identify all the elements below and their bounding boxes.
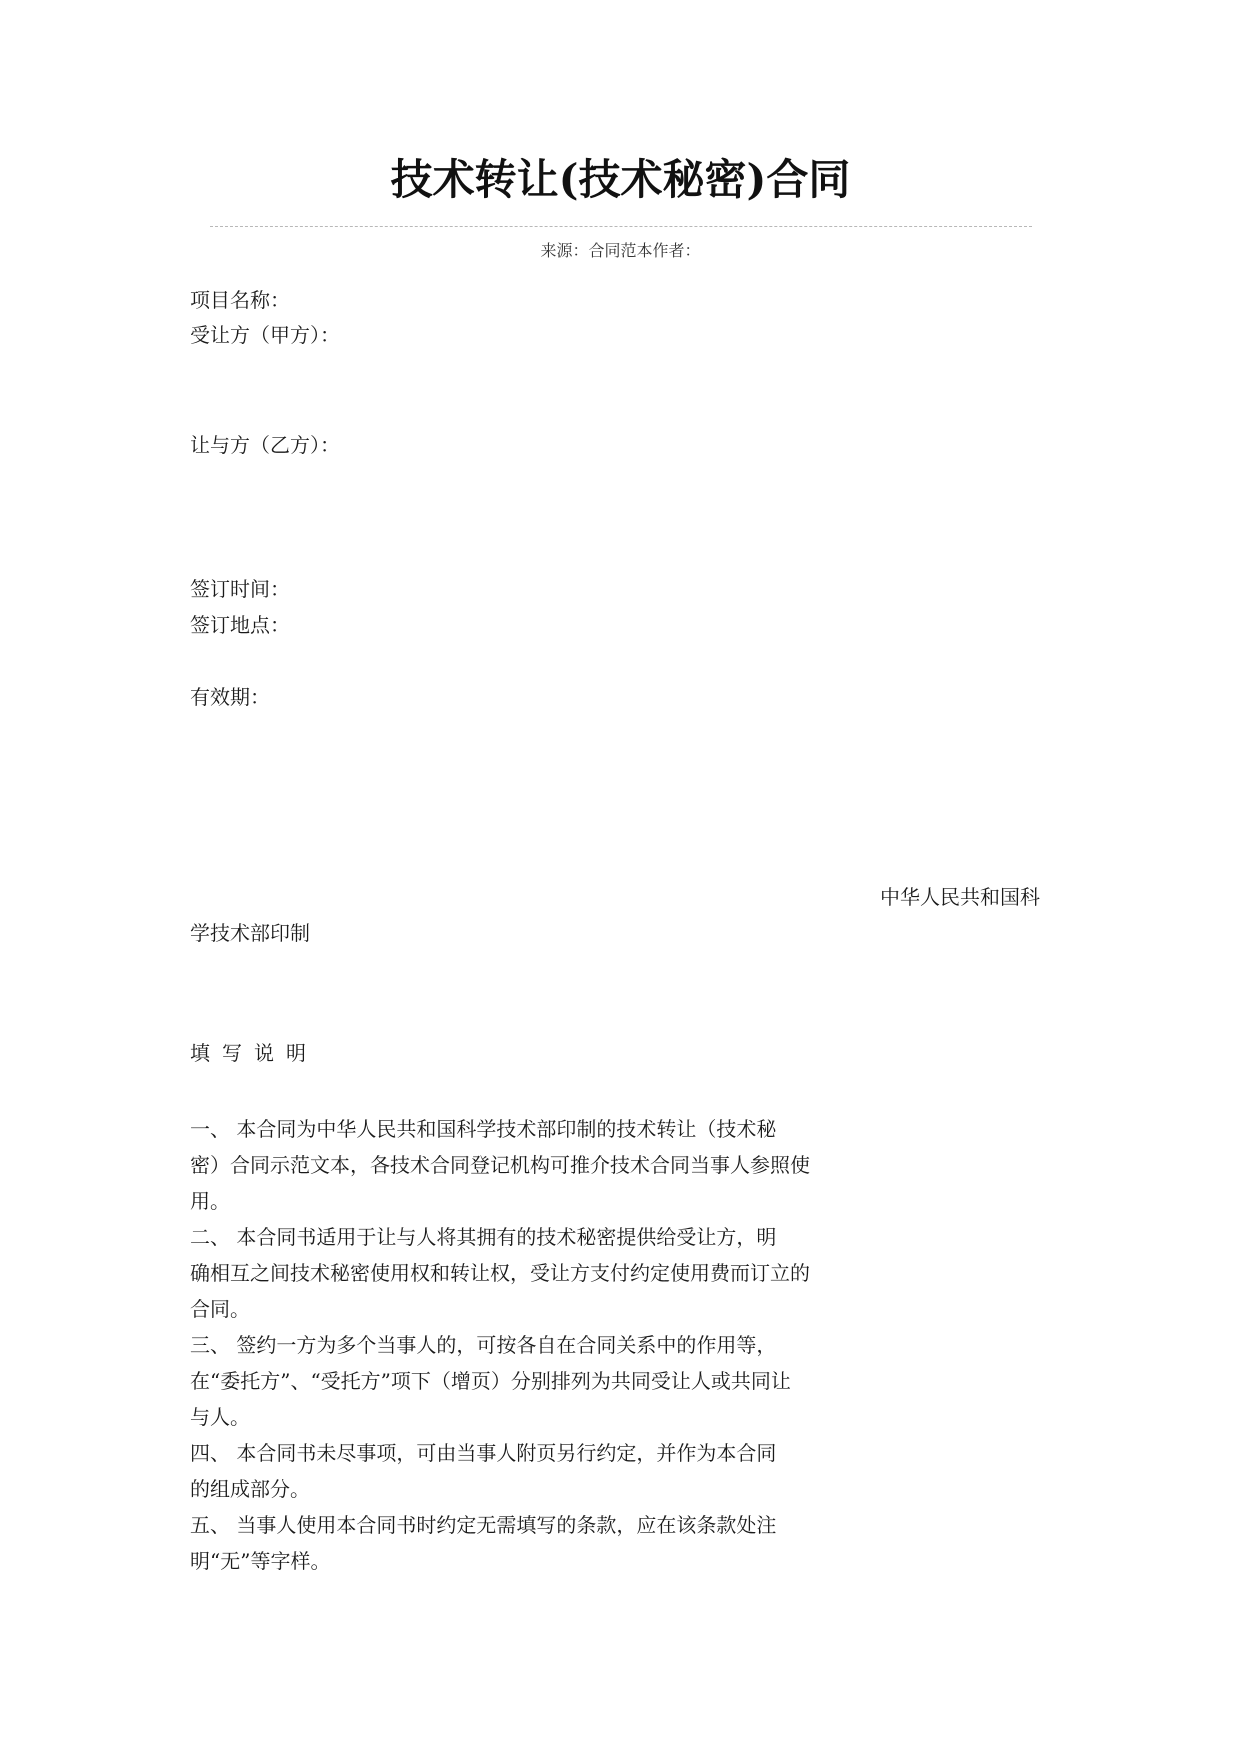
field-sign-date: 签订时间： xyxy=(190,577,290,601)
instruction-line: 与人。 xyxy=(190,1405,250,1429)
instruction-line: 五、 当事人使用本合同书时约定无需填写的条款，应在该条款处注 xyxy=(190,1513,777,1537)
printer-line-2: 学技术部印制 xyxy=(190,921,310,945)
instruction-line: 确相互之间技术秘密使用权和转让权，受让方支付约定使用费而订立的 xyxy=(190,1261,810,1285)
instruction-line: 密）合同示范文本，各技术合同登记机构可推介技术合同当事人参照使 xyxy=(190,1153,810,1177)
instruction-line: 一、 本合同为中华人民共和国科学技术部印制的技术转让（技术秘 xyxy=(190,1117,777,1141)
field-sign-place: 签订地点： xyxy=(190,613,290,637)
field-validity: 有效期： xyxy=(190,685,270,709)
instruction-line: 合同。 xyxy=(190,1297,250,1321)
instruction-line: 在“委托方”、“受托方”项下（增页）分别排列为共同受让人或共同让 xyxy=(190,1369,791,1393)
instruction-line: 明“无”等字样。 xyxy=(190,1549,331,1573)
source-line: 来源：合同范本作者： xyxy=(540,241,701,260)
instructions-heading: 填写说明 xyxy=(190,1041,318,1065)
field-assignor: 让与方（乙方）： xyxy=(190,433,340,457)
instruction-line: 四、 本合同书未尽事项，可由当事人附页另行约定，并作为本合同 xyxy=(190,1441,777,1465)
field-project-name: 项目名称： xyxy=(190,288,290,312)
instruction-line: 二、 本合同书适用于让与人将其拥有的技术秘密提供给受让方，明 xyxy=(190,1225,777,1249)
title-divider xyxy=(210,226,1032,227)
instruction-line: 的组成部分。 xyxy=(190,1477,310,1501)
document-title: 技术转让(技术秘密)合同 xyxy=(390,155,851,204)
field-assignee: 受让方（甲方）： xyxy=(190,323,340,347)
instruction-line: 三、 签约一方为多个当事人的，可按各自在合同关系中的作用等， xyxy=(190,1333,777,1357)
printer-line-1: 中华人民共和国科 xyxy=(880,885,1040,909)
instruction-line: 用。 xyxy=(190,1189,230,1213)
